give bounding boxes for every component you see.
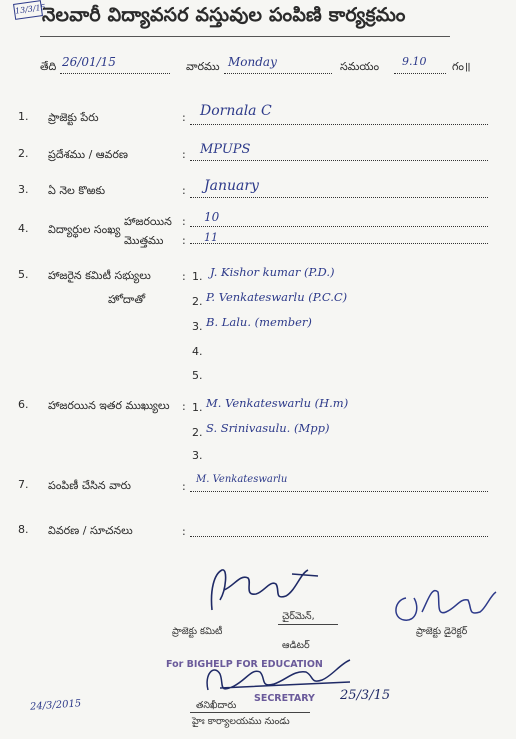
field-value-project: Dornala C	[200, 103, 272, 119]
time-value: 9.10	[402, 55, 427, 68]
left-date: 24/3/2015	[29, 698, 82, 713]
list-number: 3.	[192, 449, 203, 462]
secretary-label: SECRETARY	[254, 693, 315, 704]
colon: :	[182, 400, 186, 413]
field-line	[190, 536, 488, 537]
attendance-label: విద్యార్థుల సంఖ్య	[48, 223, 121, 236]
list-number: 1.	[192, 270, 203, 283]
chairman-label: చైర్‌మెన్,	[282, 611, 315, 622]
time-line	[394, 73, 446, 74]
list-number: 2.	[192, 426, 203, 439]
day-value: Monday	[228, 55, 277, 69]
field-number: 6.	[18, 398, 29, 411]
director-signature	[386, 578, 506, 628]
list-number: 3.	[192, 320, 203, 333]
secretary-date: 25/3/15	[340, 688, 391, 703]
distributor-value: M. Venkateswarlu	[196, 474, 288, 485]
field-number: 1.	[18, 110, 29, 123]
project-committee-label: ప్రాజెక్టు కమిటీ	[172, 626, 223, 637]
colon: :	[182, 480, 186, 493]
field-number: 5.	[18, 268, 29, 281]
checked-by-underline	[190, 712, 310, 713]
day-line	[224, 73, 332, 74]
field-number: 2.	[18, 147, 29, 160]
field-number: 3.	[18, 183, 29, 196]
distributor-label: పంపిణీ చేసిన వారు	[48, 479, 131, 492]
other-dignitary: S. Srinivasulu. (Mpp)	[206, 421, 330, 435]
list-number: 2.	[192, 295, 203, 308]
committee-label: హాజరైన కమిటీ సభ్యులు	[48, 269, 151, 282]
director-label: ప్రాజెక్టు డైరెక్టర్	[416, 626, 468, 637]
field-value-location: MPUPS	[200, 142, 251, 157]
date-value: 26/01/15	[62, 55, 116, 69]
committee-member: J. Kishor kumar (P.D.)	[210, 265, 335, 279]
hours-label: గం॥	[452, 60, 471, 73]
field-line	[190, 491, 488, 492]
chairman-underline	[278, 624, 338, 625]
field-number: 7.	[18, 478, 29, 491]
colon: :	[182, 148, 186, 161]
present-value: 10	[204, 210, 220, 224]
field-line	[190, 197, 488, 198]
form-title: నెలవారీ విద్యావసర వస్తువుల పంపిణి కార్యక్రమం	[42, 4, 406, 26]
field-value-month: January	[204, 178, 259, 194]
list-number: 4.	[192, 345, 203, 358]
field-line	[190, 243, 488, 244]
colon: :	[182, 270, 186, 283]
field-label-project: ప్రాజెక్టు పేరు	[48, 111, 99, 124]
day-label: వారము	[186, 60, 220, 73]
time-label: సమయం	[340, 60, 380, 73]
field-line	[190, 226, 488, 227]
checked-by-label: తనిఖీదారు	[196, 700, 237, 711]
auditor-label: ఆడిటర్	[282, 640, 310, 651]
colon: :	[182, 184, 186, 197]
field-number: 4.	[18, 222, 29, 235]
field-line	[190, 124, 488, 125]
present-label: హాజరయిన	[124, 215, 172, 228]
committee-label-designation: హోదాతో	[108, 293, 146, 306]
other-dignitary: M. Venkateswarlu (H.m)	[206, 396, 349, 410]
date-line	[60, 73, 170, 74]
list-number: 5.	[192, 369, 203, 382]
total-value: 11	[204, 231, 218, 244]
colon: :	[182, 111, 186, 124]
title-underline	[40, 36, 450, 37]
committee-member: P. Venkateswarlu (P.C.C)	[206, 290, 348, 304]
total-label: మొత్తము	[124, 234, 164, 247]
field-label-month: ఏ నెల కొఱకు	[48, 184, 106, 197]
field-line	[190, 160, 488, 161]
colon: :	[182, 234, 186, 247]
colon: :	[182, 525, 186, 538]
date-stamp: 13/3/15	[13, 0, 43, 20]
office-label: హైః కార్యాలయము నుండు	[192, 716, 290, 727]
list-number: 1.	[192, 401, 203, 414]
field-number: 8.	[18, 523, 29, 536]
colon: :	[182, 215, 186, 228]
remarks-label: వివరణ / సూచనలు	[48, 524, 133, 537]
committee-member: B. Lalu. (member)	[206, 315, 312, 329]
date-label: తేది	[40, 60, 57, 73]
org-label: For BIGHELP FOR EDUCATION	[166, 659, 323, 670]
others-label: హాజరయిన ఇతర ముఖ్యులు	[48, 399, 170, 412]
field-label-location: ప్రదేశము / ఆవరణ	[48, 148, 128, 161]
